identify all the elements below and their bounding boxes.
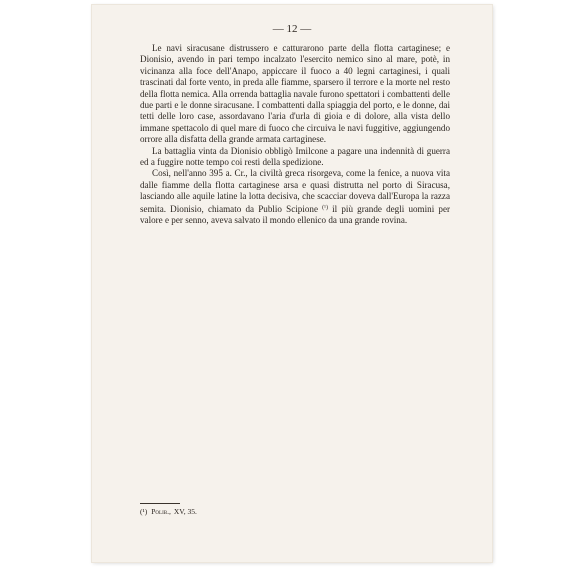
paragraph-naval-battle: Le navi siracusane distrussero e catturarono parte della flotta cartaginese; e Dionisio, avendo in pari tempo incalzato l'esercito nemico sino al mare, potè, in vicinanza alla foce dell'Anapo, appiccare il fuoco a 40 legni cartaginesi, i quali trascinati dal forte vento, in preda alle fiamme, sparsero il terrore e la morte nel resto della flotta nemica. Alla orrenda battaglia navale furono spettatori i combattenti delle due parti e le donne siracusane. I combattenti dalla spiaggia del porto, e le donne, dai tetti delle loro case, assordavano l'aria d'urla di gioia e di dolore, alla vista dello immane spettacolo di quel mare di fuoco che circuiva le navi fuggitive, aggiungendo orrore alla disfatta della grande armata cartaginese.	[140, 43, 450, 145]
paragraph-imilcone-flight: La battaglia vinta da Dionisio obbligò Imilcone a pagare una indennità di guerra ed a fuggire notte tempo coi resti della spedizione.	[140, 145, 450, 168]
page-number: — 12 —	[272, 23, 312, 35]
footnote-divider	[140, 503, 180, 504]
footnote-mark: (¹)	[140, 507, 148, 516]
footnote-author: Polib.,	[151, 507, 171, 516]
footnote-reference[interactable]: (¹)	[322, 204, 328, 211]
body-text	[140, 43, 450, 227]
paragraph-greek-civilization	[140, 168, 450, 226]
footnote-citation: XV, 35.	[173, 507, 197, 516]
book-page	[92, 5, 492, 562]
paragraph-text-part-1: Così, nell'anno 395 a. Cr., la civiltà greca risorgeva, come la fenice, a nuova vita dalle fiamme della flotta cartaginese arsa e quasi distrutta nel porto di Siracusa, lasciando alle aquile latine la lotta decisiva, che scacciar doveva dall'Europa la razza semita. Dionisio, chiamato da Publio Scipione	[140, 168, 450, 214]
paragraph-text-part-2: il più grande degli uomini per valore e per senno, aveva salvato il mondo ellenico da una grande rovina.	[140, 203, 451, 226]
footnote	[140, 507, 197, 516]
